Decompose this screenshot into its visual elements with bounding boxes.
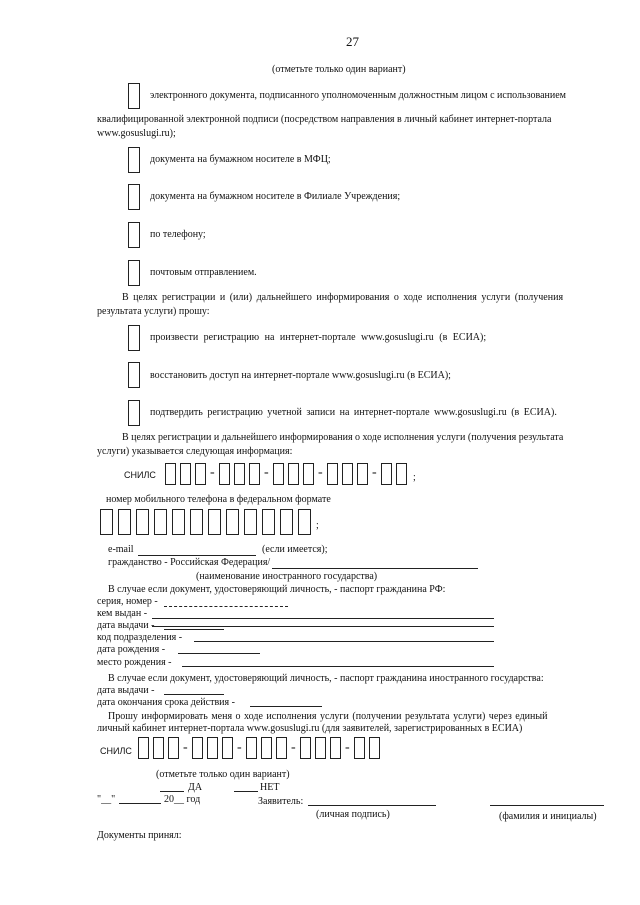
checkbox-register[interactable] (128, 325, 140, 351)
signature-field[interactable] (308, 805, 436, 806)
date-year: 20__ год (164, 794, 201, 805)
issued-by-label: кем выдан - (97, 608, 148, 619)
purpose-1-line2: результата услуги) прошу: (97, 306, 210, 317)
rf-passport-intro: В случае если документ, удостоверяющий личность, - паспорт гражданина РФ: (108, 584, 446, 595)
request-line1: Прошу информировать меня о ходе исполнения услуги (получении результата услуги) через единый (108, 711, 548, 722)
birth-place-field[interactable] (182, 666, 494, 667)
checkbox-confirm[interactable] (128, 400, 140, 426)
checkbox-branch[interactable] (128, 184, 140, 210)
phone-semicolon: ; (316, 520, 319, 531)
accepted-label: Документы принял: (97, 830, 182, 841)
foreign-issue-date-field[interactable] (164, 694, 224, 695)
birth-place-label: место рождения - (97, 657, 172, 668)
date-day: "__" (97, 794, 116, 805)
option-electronic-cont2: www.gosuslugi.ru); (97, 128, 176, 139)
snils-dash: - (183, 740, 188, 755)
option-mail-label: почтовым отправлением. (150, 267, 257, 278)
snils-dash: - (372, 465, 377, 480)
name-field[interactable] (490, 805, 604, 806)
dept-code-field[interactable] (194, 641, 494, 642)
purpose-2-line2: услуги) указывается следующая информация: (97, 446, 293, 457)
yes-field[interactable] (160, 791, 184, 792)
option-register-label: произвести регистрацию на интернет-портале www.gosuslugi.ru (в ЕСИА); (150, 332, 487, 343)
snils-label-2: СНИЛС (100, 746, 132, 756)
phone-label: номер мобильного телефона в федеральном формате (106, 494, 331, 505)
issued-by-field-2[interactable] (152, 626, 494, 627)
citizenship-field[interactable] (272, 568, 478, 569)
request-line2: личный кабинет интернет-портала www.gosuslugi.ru (для заявителей, зарегистрированных в ЕСИА) (97, 723, 523, 734)
yes-label: ДА (188, 782, 203, 793)
issued-by-field[interactable] (152, 618, 494, 619)
name-note: (фамилия и инициалы) (499, 811, 597, 822)
snils-label: СНИЛС (124, 470, 156, 480)
foreign-state-note: (наименование иностранного государства) (196, 571, 378, 582)
snils-dash: - (318, 465, 323, 480)
snils-dash: - (237, 740, 242, 755)
foreign-expiry-field[interactable] (250, 706, 322, 707)
purpose-1-line1: В целях регистрации и (или) дальнейшего информирования о ходе исполнения услуги (получения (122, 292, 564, 303)
snils-semicolon: ; (413, 472, 416, 483)
option-confirm-label: подтвердить регистрацию учетной записи на интернет-портале www.gosuslugi.ru (в ЕСИА). (150, 407, 557, 418)
choose-one-note: (отметьте только один вариант) (272, 64, 406, 75)
foreign-expiry-label: дата окончания срока действия - (97, 697, 235, 708)
foreign-passport-intro: В случае если документ, удостоверяющий личность, - паспорт гражданина иностранного государства: (108, 673, 544, 684)
citizenship-label: гражданство - Российская Федерация/ (108, 557, 271, 568)
series-field[interactable] (164, 606, 288, 607)
choose-one-note-2: (отметьте только один вариант) (156, 769, 290, 780)
page-number: 27 (346, 34, 359, 49)
issue-date-label: дата выдачи - (97, 620, 155, 631)
no-label: НЕТ (260, 782, 280, 793)
email-label: e-mail (108, 544, 134, 555)
signature-note: (личная подпись) (316, 809, 390, 820)
checkbox-electronic[interactable] (128, 83, 140, 109)
checkbox-restore[interactable] (128, 362, 140, 388)
dept-code-label: код подразделения - (97, 632, 183, 643)
snils-dash: - (345, 740, 350, 755)
issue-date-field[interactable] (164, 629, 224, 630)
birth-date-label: дата рождения - (97, 644, 166, 655)
option-electronic-label: электронного документа, подписанного уполномоченным должностным лицом с использованием (150, 90, 566, 101)
snils-dash: - (264, 465, 269, 480)
series-label: серия, номер - (97, 596, 158, 607)
birth-date-field[interactable] (178, 653, 260, 654)
no-field[interactable] (234, 791, 258, 792)
foreign-issue-date-label: дата выдачи - (97, 685, 155, 696)
snils-dash: - (291, 740, 296, 755)
applicant-label: Заявитель: (258, 796, 304, 807)
date-month-field[interactable] (119, 803, 161, 804)
checkbox-mfc[interactable] (128, 147, 140, 173)
option-restore-label: восстановить доступ на интернет-портале www.gosuslugi.ru (в ЕСИА); (150, 370, 451, 381)
checkbox-mail[interactable] (128, 260, 140, 286)
email-field[interactable] (138, 555, 256, 556)
checkbox-phone[interactable] (128, 222, 140, 248)
snils-dash: - (210, 465, 215, 480)
option-electronic-cont1: квалифицированной электронной подписи (посредством направления в личный кабинет интернет-портала (97, 114, 552, 125)
option-phone-label: по телефону; (150, 229, 206, 240)
option-branch-label: документа на бумажном носителе в Филиале Учреждения; (150, 191, 401, 202)
email-note: (если имеется); (262, 544, 328, 555)
option-mfc-label: документа на бумажном носителе в МФЦ; (150, 154, 331, 165)
purpose-2-line1: В целях регистрации и дальнейшего информирования о ходе исполнения услуги (получения результата (122, 432, 564, 443)
